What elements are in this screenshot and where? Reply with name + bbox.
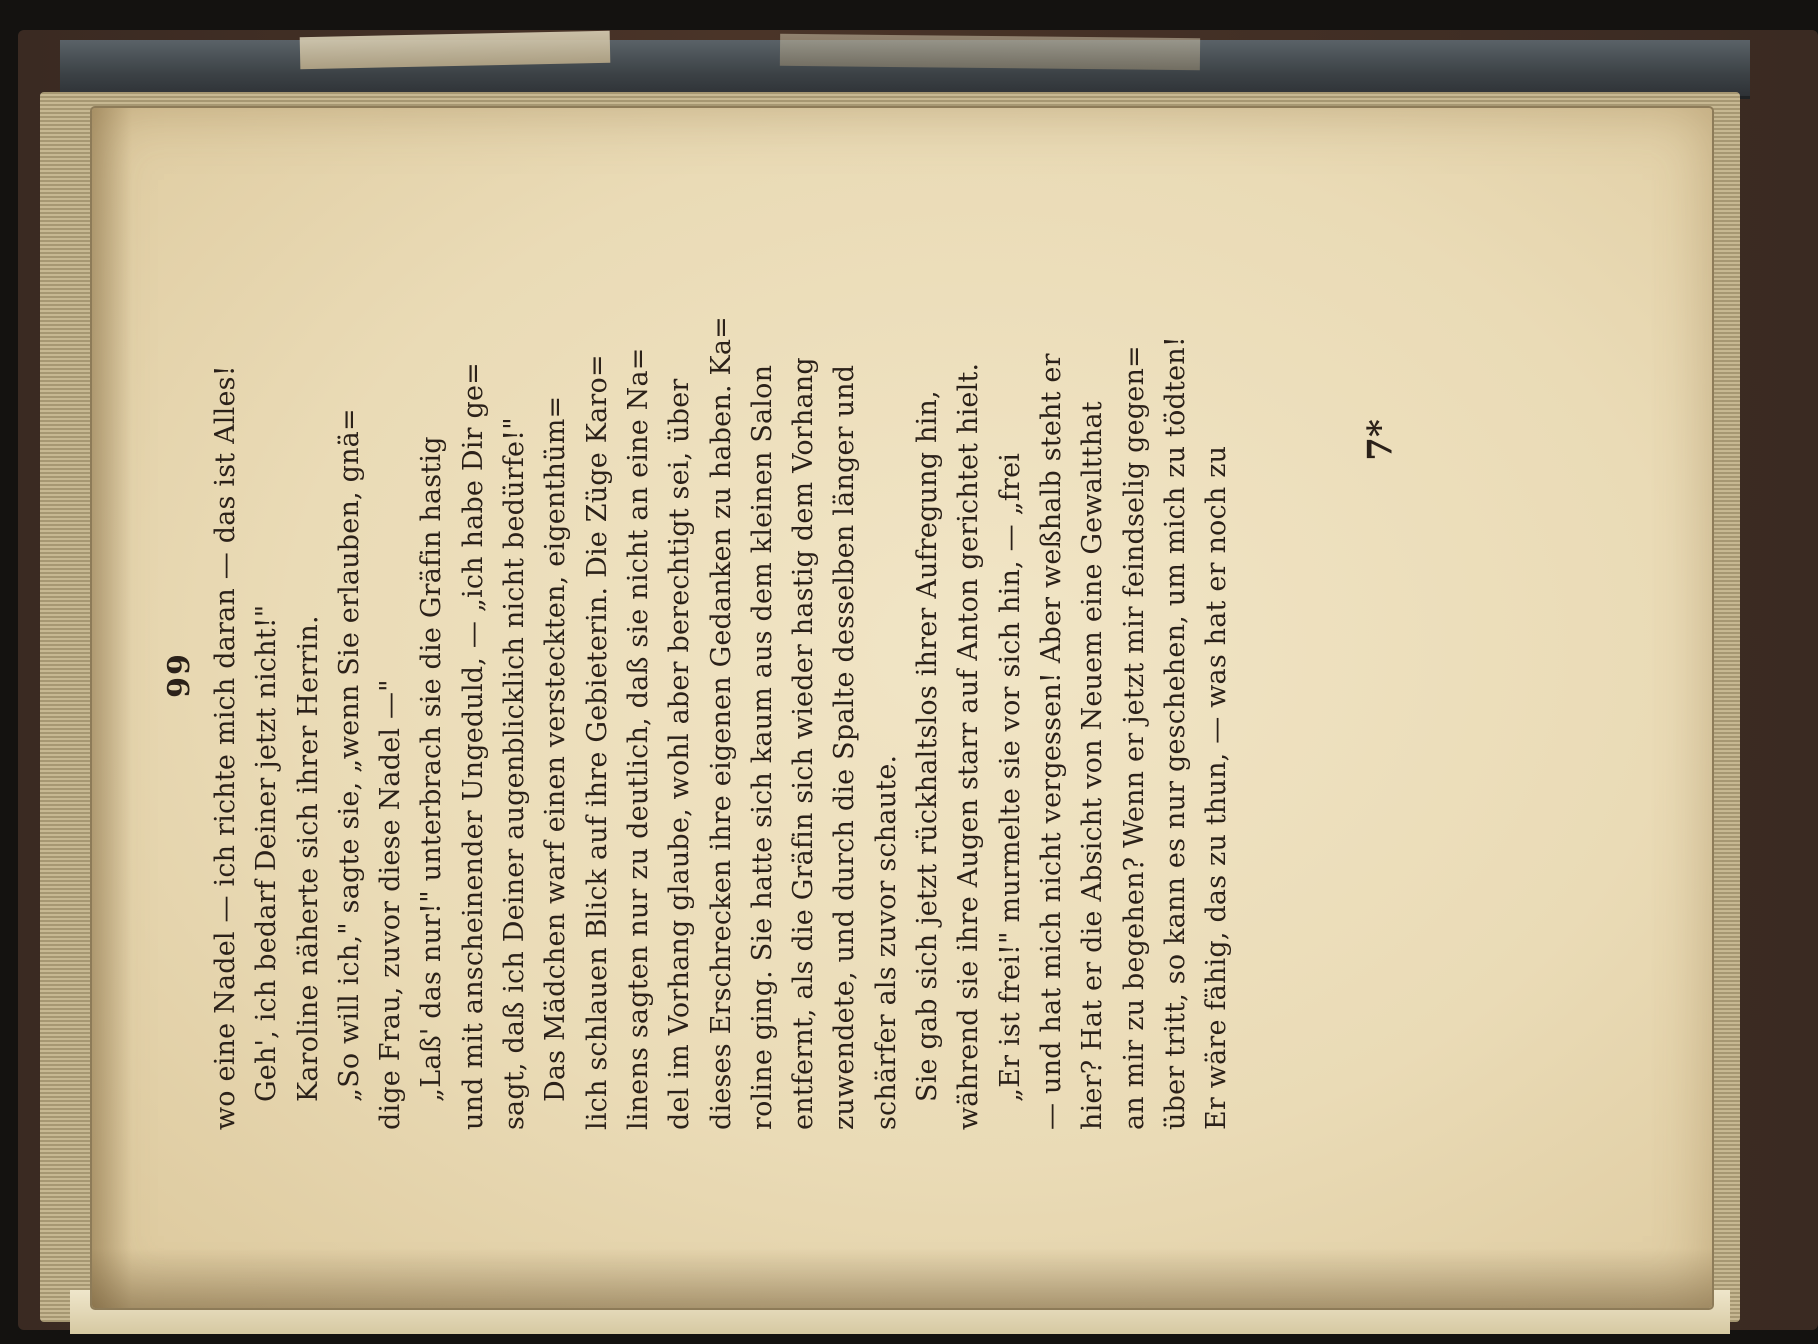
text-line: entfernt, als die Gräfin sich wieder hastig dem Vorhang: [788, 357, 820, 1130]
text-line: „So will ich," sagte sie, „wenn Sie erlauben, gnä=: [333, 408, 365, 1102]
gutter-shadow: [92, 1248, 1712, 1308]
text-line: dieses Erschrecken ihre eigenen Gedanken zu haben. Ka=: [705, 316, 737, 1130]
text-line: lich schlauen Blick auf ihre Gebieterin. Die Züge Karo=: [581, 354, 613, 1130]
text-line: Das Mädchen warf einen versteckten, eigenthüm=: [540, 395, 572, 1102]
text-line: roline ging. Sie hatte sich kaum aus dem kleinen Salon: [746, 364, 778, 1130]
page-text-block: [155, 200, 1233, 1130]
text-line: „Laß' das nur!" unterbrach sie die Gräfin hastig: [416, 436, 448, 1102]
text-line: Geh', ich bedarf Deiner jetzt nicht!": [251, 604, 283, 1102]
text-line: Karoline näherte sich ihrer Herrin.: [292, 615, 324, 1102]
text-line: linens sagten nur zu deutlich, daß sie nicht an eine Na=: [622, 347, 654, 1130]
repair-tape-worn: [780, 34, 1200, 70]
text-line: an mir zu begehen? Wenn er jetzt mir feindselig gegen=: [1118, 345, 1150, 1130]
text-line: — und hat mich nicht vergessen! Aber weßhalb steht er: [1035, 353, 1067, 1130]
repair-tape: [300, 31, 611, 69]
text-line: „Er ist frei!" murmelte sie vor sich hin, — „frei: [994, 452, 1026, 1102]
text-line: wo eine Nadel — ich richte mich daran — das ist Alles!: [210, 365, 241, 1130]
text-line: während sie ihre Augen starr auf Anton gerichtet hielt.: [953, 362, 985, 1130]
text-line: sagt, daß ich Deiner augenblicklich nicht bedürfe!": [499, 417, 531, 1130]
text-line: hier? Hat er die Absicht von Neuem eine Gewaltthat: [1077, 401, 1109, 1130]
text-line: Sie gab sich jetzt rückhaltslos ihrer Aufregung hin,: [912, 390, 944, 1102]
signature-mark: 7*: [1360, 419, 1401, 461]
text-line: del im Vorhang glaube, wohl aber berechtigt sei, über: [664, 378, 696, 1130]
text-line: Er wäre fähig, das zu thun, — was hat er noch zu: [1201, 445, 1233, 1130]
text-line: über tritt, so kann es nur geschehen, um mich zu tödten!: [1159, 336, 1191, 1130]
text-line: schärfer als zuvor schaute.: [870, 754, 902, 1130]
page-shading: [92, 108, 132, 1308]
text-line: zuwendete, und durch die Spalte desselben länger und: [829, 364, 861, 1130]
text-line: und mit anscheinender Ungeduld, — „ich habe Dir ge=: [457, 362, 489, 1130]
text-line: dige Frau, zuvor diese Nadel —": [375, 679, 407, 1130]
page-number: 99: [162, 652, 197, 698]
